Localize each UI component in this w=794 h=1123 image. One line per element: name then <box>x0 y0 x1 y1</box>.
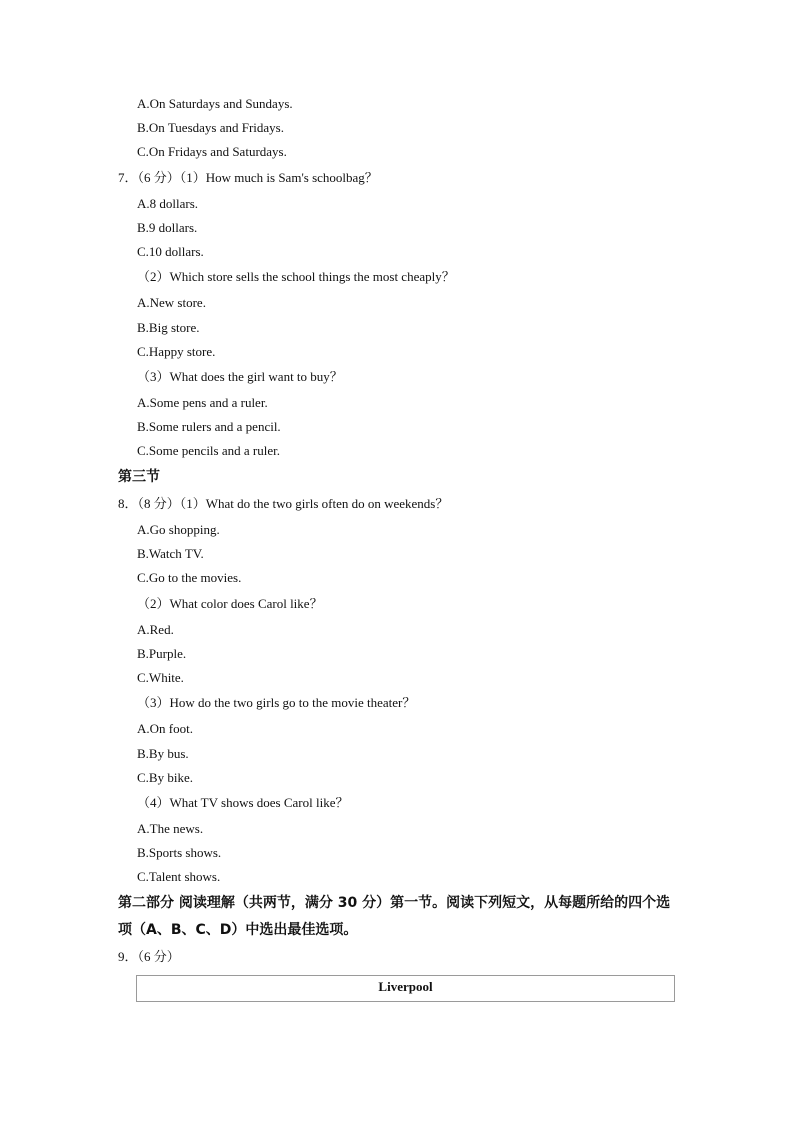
q8-4-option-b: B.Sports shows. <box>137 845 222 860</box>
q8-2-question: （2）What color does Carol like？ <box>137 596 323 611</box>
q8-2-option-b: B.Purple. <box>137 646 187 661</box>
q6-option-a: A.On Saturdays and Sundays. <box>137 96 293 111</box>
q7-1-option-b: B.9 dollars. <box>137 220 198 235</box>
q7-2-option-c: C.Happy store. <box>137 344 216 359</box>
q8-2-option-c: C.White. <box>137 670 184 685</box>
q8-1-option-b: B.Watch TV. <box>137 546 204 561</box>
q7-3-option-b: B.Some rulers and a pencil. <box>137 419 281 434</box>
q8-4-question: （4）What TV shows does Carol like？ <box>137 795 349 810</box>
q7-header: 7．（6 分）（1）How much is Sam's schoolbag？ <box>118 170 378 185</box>
q8-3-option-c: C.By bike. <box>137 770 193 785</box>
q7-1-option-a: A.8 dollars. <box>137 196 199 211</box>
q8-2-option-a: A.Red. <box>137 622 174 637</box>
q7-2-option-b: B.Big store. <box>137 320 200 335</box>
q6-option-b: B.On Tuesdays and Fridays. <box>137 120 284 135</box>
part-2-heading-line-1: 第二部分 阅读理解（共两节，满分 30 分）第一节。阅读下列短文，从每题所给的四个选 <box>118 895 671 911</box>
part-2-heading-line-2: 项（A、B、C、D）中选出最佳选项。 <box>118 922 358 938</box>
q7-3-question: （3）What does the girl want to buy？ <box>137 369 343 384</box>
q8-4-option-c: C.Talent shows. <box>137 869 221 884</box>
passage-table-title: Liverpool <box>378 979 433 994</box>
passage-table <box>136 975 675 1002</box>
q8-3-question: （3）How do the two girls go to the movie theater？ <box>137 695 416 710</box>
q7-3-option-a: A.Some pens and a ruler. <box>137 395 268 410</box>
q7-3-option-c: C.Some pencils and a ruler. <box>137 443 280 458</box>
q8-3-option-a: A.On foot. <box>137 721 193 736</box>
q8-header: 8．（8 分）（1）What do the two girls often do on weekends？ <box>118 496 449 511</box>
q8-3-option-b: B.By bus. <box>137 746 189 761</box>
q6-option-c: C.On Fridays and Saturdays. <box>137 144 287 159</box>
q8-1-option-a: A.Go shopping. <box>137 522 220 537</box>
q8-4-option-a: A.The news. <box>137 821 204 836</box>
q9-header: 9．（6 分） <box>118 949 180 964</box>
q7-1-option-c: C.10 dollars. <box>137 244 204 259</box>
q7-2-option-a: A.New store. <box>137 295 206 310</box>
q7-2-question: （2）Which store sells the school things the most cheaply？ <box>137 269 455 284</box>
q8-1-option-c: C.Go to the movies. <box>137 570 242 585</box>
section-3-heading: 第三节 <box>118 469 160 485</box>
